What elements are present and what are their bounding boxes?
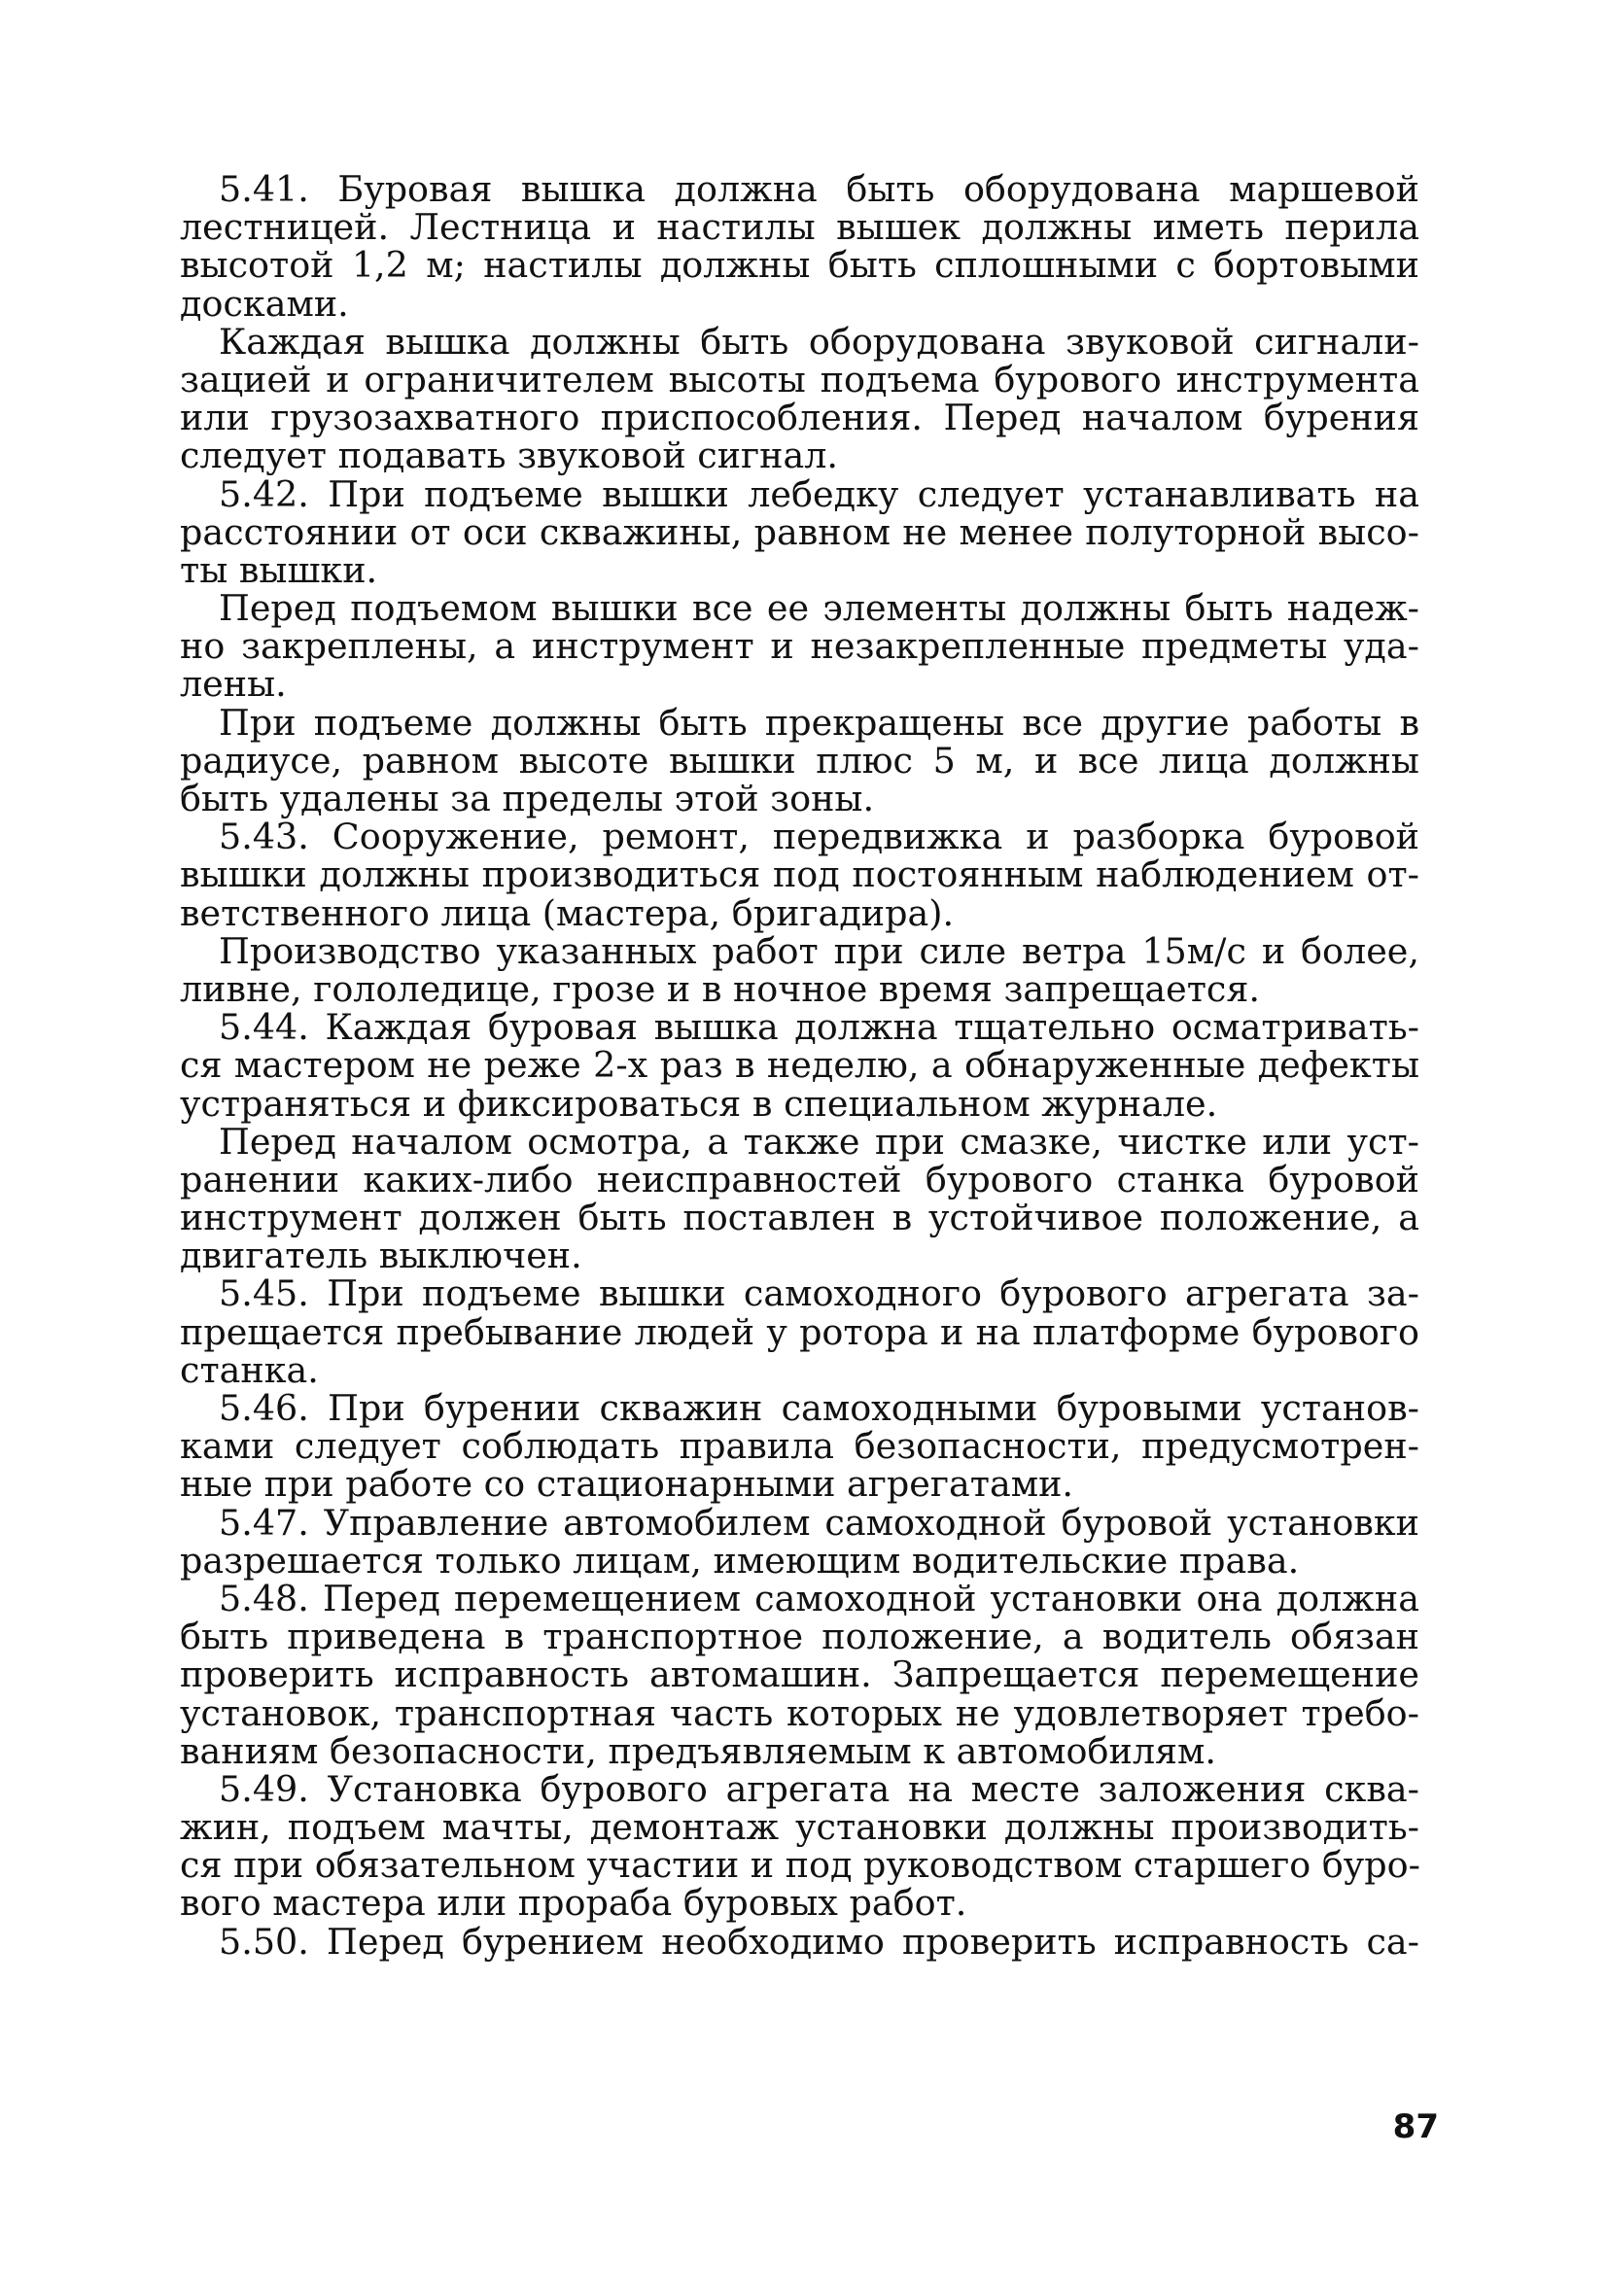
text-line: радиусе, равном высоте вышки плюс 5 м, и все лица должны: [180, 739, 1419, 782]
text-line: высотой 1,2 м; настилы должны быть сплошными с бортовыми: [180, 244, 1419, 287]
text-line: двигатель выключен.: [180, 1235, 582, 1277]
text-line: ся мастером не реже 2-х раз в неделю, а обнаруженные дефекты: [180, 1044, 1419, 1087]
text-line: 5.45. При подъеме вышки самоходного бурового агрегата за-: [219, 1272, 1419, 1315]
text-line: 5.49. Установка бурового агрегата на месте заложения сква-: [219, 1767, 1419, 1810]
text-line: ты вышки.: [180, 548, 378, 591]
text-line: 5.50. Перед бурением необходимо проверить исправность са-: [219, 1920, 1419, 1963]
text-line: устраняться и фиксироваться в специальном журнале.: [180, 1082, 1218, 1125]
text-line: 5.48. Перед перемещением самоходной установки она должна: [219, 1577, 1419, 1619]
text-line: ранении каких-либо неисправностей бурового станка буровой: [180, 1158, 1419, 1200]
text-line: Перед началом осмотра, а также при смазке, чистке или уст-: [219, 1120, 1419, 1163]
text-line: разрешается только лицам, имеющим водительские права.: [180, 1539, 1300, 1582]
text-line: ливне, гололедице, грозе и в ночное время запрещается.: [180, 967, 1260, 1010]
text-line: При подъеме должны быть прекращены все другие работы в: [219, 701, 1419, 744]
text-line: зацией и ограничителем высоты подъема бурового инструмента: [180, 358, 1419, 400]
body-text: [180, 170, 1419, 1961]
text-line: лестницей. Лестница и настилы вышек должны иметь перила: [180, 206, 1419, 249]
text-line: инструмент должен быть поставлен в устойчивое положение, а: [180, 1197, 1419, 1239]
text-line: жин, подъем мачты, демонтаж установки должны производить-: [180, 1806, 1419, 1849]
text-line: 5.46. При бурении скважин самоходными буровыми установ-: [219, 1387, 1419, 1429]
text-line: ные при работе со стационарными агрегатами.: [180, 1463, 1074, 1506]
text-line: ваниям безопасности, предъявляемым к автомобилям.: [180, 1729, 1217, 1772]
text-line: 5.43. Сооружение, ремонт, передвижка и разборка буровой: [219, 816, 1419, 858]
text-line: 5.41. Буровая вышка должна быть оборудована маршевой: [219, 168, 1419, 210]
text-line: проверить исправность автомашин. Запрещается перемещение: [180, 1653, 1419, 1696]
text-line: следует подавать звуковой сигнал.: [180, 435, 839, 477]
text-line: ками следует соблюдать правила безопасности, предусмотрен-: [180, 1425, 1419, 1468]
text-line: ветственного лица (мастера, бригадира).: [180, 891, 955, 934]
text-line: прещается пребывание людей у ротора и на платформе бурового: [180, 1310, 1419, 1353]
page-number: 87: [1392, 2107, 1439, 2146]
text-line: или грузозахватного приспособления. Перед началом бурения: [180, 397, 1419, 439]
text-line: быть приведена в транспортное положение, а водитель обязан: [180, 1616, 1419, 1658]
text-line: досками.: [180, 282, 349, 325]
text-line: Каждая вышка должны быть оборудована звуковой сигнали-: [219, 320, 1419, 363]
text-line: 5.42. При подъеме вышки лебедку следует устанавливать на: [219, 472, 1419, 515]
text-line: лены.: [180, 663, 287, 706]
text-line: 5.47. Управление автомобилем самоходной буровой установки: [219, 1501, 1419, 1544]
text-line: Производство указанных работ при силе ветра 15м/с и более,: [219, 929, 1419, 972]
text-line: вого мастера или прораба буровых работ.: [180, 1882, 967, 1925]
text-line: 5.44. Каждая буровая вышка должна тщательно осматривать-: [219, 1006, 1419, 1049]
text-line: но закреплены, а инструмент и незакрепленные предметы уда-: [180, 625, 1419, 668]
text-line: станка.: [180, 1348, 319, 1391]
text-line: Перед подъемом вышки все ее элементы должны быть надеж-: [219, 587, 1419, 630]
text-line: вышки должны производиться под постоянным наблюдением от-: [180, 853, 1419, 896]
text-line: расстоянии от оси скважины, равном не менее полуторной высо-: [180, 510, 1419, 553]
text-line: ся при обязательном участии и под руководством старшего буро-: [180, 1844, 1420, 1887]
text-line: установок, транспортная часть которых не удовлетворяет требо-: [180, 1691, 1419, 1734]
text-line: быть удалены за пределы этой зоны.: [180, 778, 875, 819]
